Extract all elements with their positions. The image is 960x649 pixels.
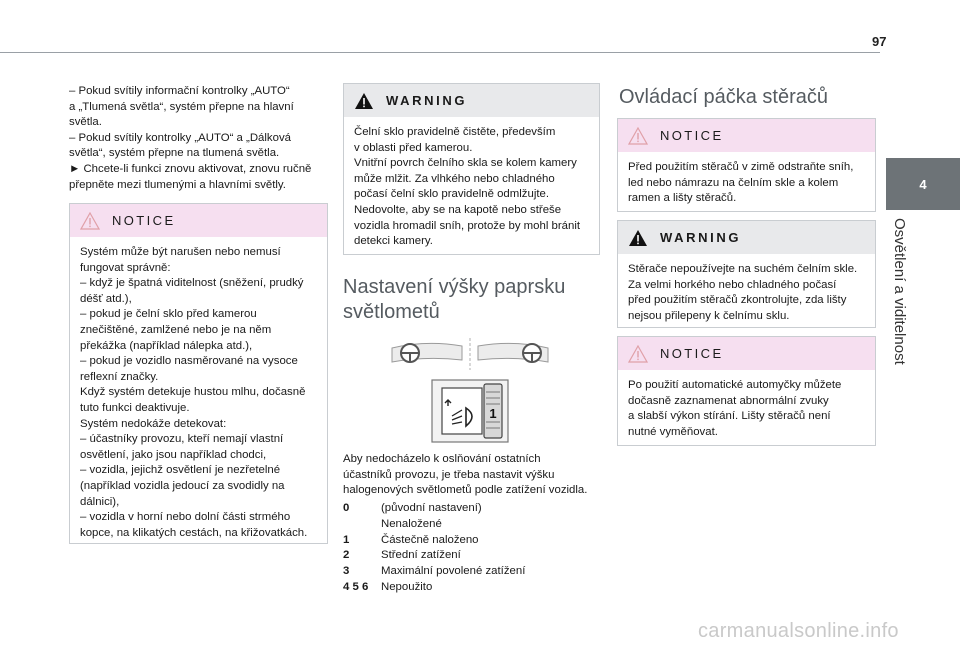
list-item (343, 501, 603, 533)
headlamp-description: Aby nedocházelo k oslňování ostatních účastníků provozu, je třeba nastavit výšku halogenových světlometů podle zatížení vozidla. (343, 453, 588, 497)
position-key: 3 (343, 565, 350, 578)
warning-triangle-icon (628, 229, 648, 247)
warning-box-windscreen (343, 83, 600, 255)
position-value: Střední zatížení (381, 549, 461, 562)
position-value: Nepoužito (381, 580, 433, 593)
header-rule (0, 52, 880, 53)
warning-body (344, 117, 599, 250)
position-list (343, 501, 603, 596)
page-number: 97 (872, 34, 887, 49)
notice-box-winter (617, 118, 876, 212)
warning-text: Čelní sklo pravidelně čistěte, především v oblasti před kamerou. Vnitřní povrch čelního skla se kolem kamery může mlžit. Za vlhkého nebo chladného počasí čelní sklo pravidelně odmlžujte. Nedovolte, aby se na kapotě nebo střeše vozidla hromadil sníh, protože by mohl bránit detekci kamery. (354, 126, 581, 248)
chapter-label (891, 218, 920, 388)
notice-body (70, 237, 327, 541)
position-key: 4 5 6 (343, 580, 369, 593)
section-title-headlamp: Nastavení výšky paprsku světlometů (343, 276, 566, 323)
position-key: 2 (343, 549, 350, 562)
headlamp-height-wheel-icon (432, 380, 508, 442)
watermark: carmanualsonline.info (698, 620, 899, 642)
notice-title: NOTICE (112, 213, 176, 228)
position-key: 1 (343, 533, 350, 546)
notice-box-car-wash (617, 336, 876, 446)
notice-header (618, 119, 875, 152)
position-key: 0 (343, 502, 350, 514)
position-value: Maximální povolené zatížení (381, 565, 526, 578)
list-item (343, 564, 603, 580)
list-item (343, 548, 603, 564)
warning-title: WARNING (386, 93, 468, 108)
warning-header (344, 84, 599, 117)
notice-header (70, 204, 327, 237)
warning-triangle-icon (354, 92, 374, 110)
notice-text: Po použití automatické automyčky můžete dočasně zaznamenat abnormální zvuky a slabší výkon stírání. Lišty stěračů není nutné vyměňovat. (628, 379, 842, 438)
section-title-wipers: Ovládací páčka stěračů (619, 86, 828, 108)
notice-box-camera (69, 203, 328, 544)
notice-title: NOTICE (660, 128, 724, 143)
warning-triangle-icon (628, 127, 648, 145)
list-item (343, 580, 603, 596)
notice-text: Před použitím stěračů v zimě odstraňte sníh, led nebo námrazu na čelním skle a kolem ramen a lišty stěračů. (628, 161, 854, 205)
headlamp-adjust-diagram (388, 334, 568, 444)
chapter-label-text: Osvětlení a viditelnost (891, 218, 908, 365)
notice-body (618, 370, 875, 440)
notice-title: NOTICE (660, 346, 724, 361)
warning-triangle-icon (628, 345, 648, 363)
warning-triangle-icon (80, 212, 100, 230)
intro-text: – Pokud svítily informační kontrolky „AUTO“ a „Tlumená světla“, systém přepne na hlavní světla. – Pokud svítily kontrolky „AUTO“ a „Dálková světla“, systém přepne na tlumená světla. ► Chcete-li funkci znovu aktivovat, znovu ručně přepněte mezi tlumenými a hlavními světly. (69, 85, 312, 191)
position-value: (původní nastavení) Nenaložené (381, 502, 482, 530)
notice-body (618, 152, 875, 207)
warning-body (618, 254, 875, 324)
warning-text: Stěrače nepoužívejte na suchém čelním skle. Za velmi horkého nebo chladného počasí před použitím stěračů zkontrolujte, zda lišty nejsou přilepeny k čelnímu sklu. (628, 263, 858, 322)
warning-title: WARNING (660, 230, 742, 245)
chapter-tab: 4 (886, 158, 960, 210)
warning-box-dry-glass (617, 220, 876, 328)
wheel-position-digit: 1 (489, 406, 497, 421)
warning-header (618, 221, 875, 254)
notice-text: Systém může být narušen nebo nemusí fungovat správně: – když je špatná viditelnost (sněžení, prudký déšť atd.), – pokud je čelní sklo před kamerou znečištěné, zamlžené nebo je na něm překážka (například nálepka atd.), – pokud je vozidlo nasměrované na vysoce reflexní značky. Když systém detekuje hustou mlhu, dočasně tuto funkci deaktivuje. Systém nedokáže detekovat: – účastníky provozu, kteří nemají vlastní osvětlení, jako jsou například chodci, – vozidla, jejichž osvětlení je nezřetelné (například vozidla jedoucí za svodidly na dálnici), – vozidla v horní nebo dolní části strmého kopce, na klikatých cestách, na křižovatkách. (80, 246, 308, 539)
list-item (343, 533, 603, 549)
car-dashboard-right-icon (478, 343, 548, 362)
notice-header (618, 337, 875, 370)
car-dashboard-left-icon (392, 343, 462, 362)
position-value: Částečně naloženo (381, 533, 479, 546)
